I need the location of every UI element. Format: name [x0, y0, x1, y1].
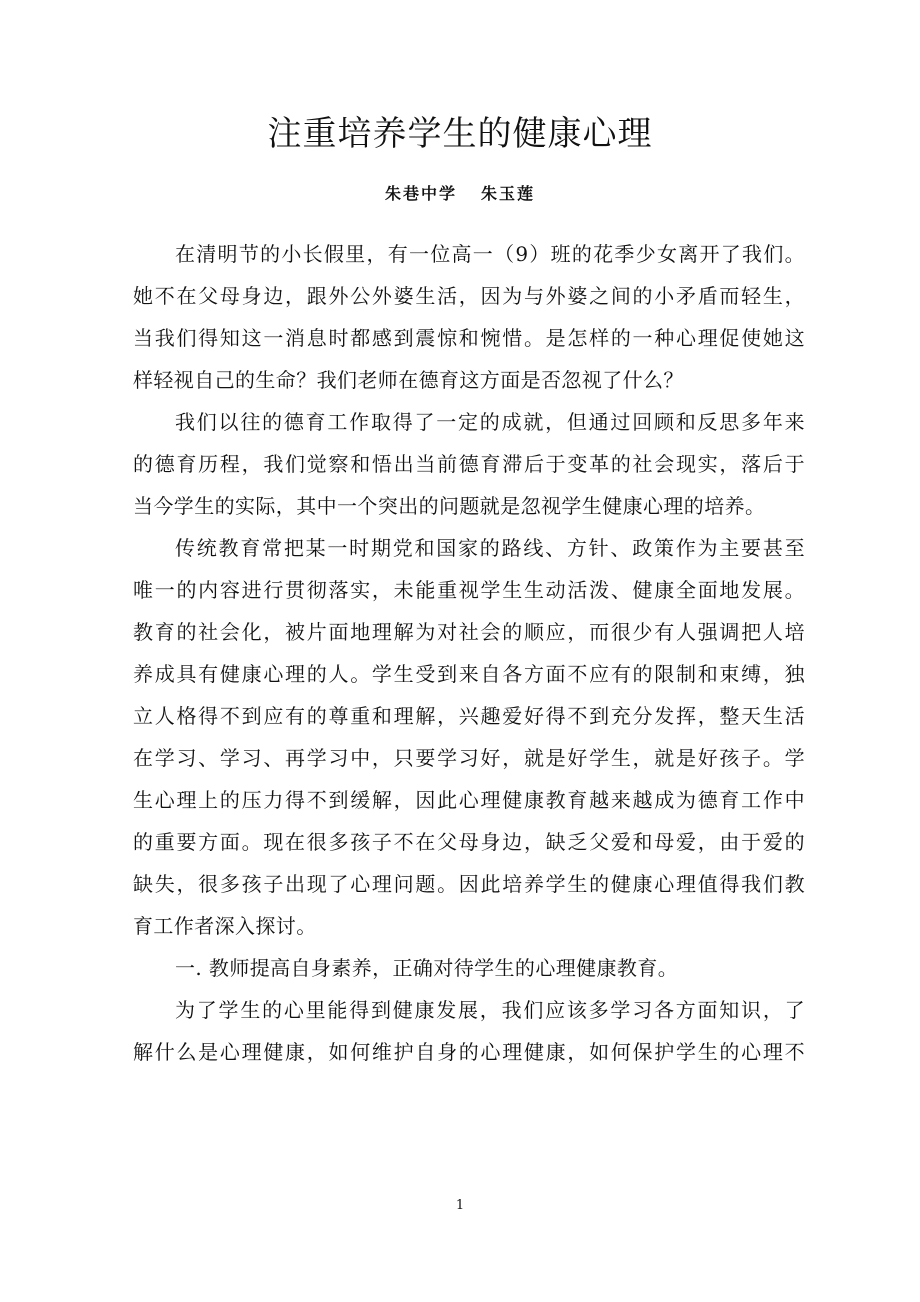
author-name: 朱玉莲	[481, 184, 536, 203]
author-school: 朱巷中学	[384, 184, 457, 203]
paragraph-3-line-8: 的重要方面。现在很多孩子不在父母身边，缺乏父爱和母爱，由于爱的	[133, 830, 805, 854]
page-number: 1	[455, 1198, 465, 1213]
document-title: 注重培养学生的健康心理	[267, 114, 653, 154]
section-heading-1: 一. 教师提高自身素养，正确对待学生的心理健康教育。	[175, 956, 679, 980]
paragraph-3-line-7: 生心理上的压力得不到缓解，因此心理健康教育越来越成为德育工作中	[133, 788, 805, 812]
paragraph-3-line-4: 养成具有健康心理的人。学生受到来自各方面不应有的限制和束缚，独	[133, 662, 805, 686]
paragraph-5-line-1: 为了学生的心里能得到健康发展，我们应该多学习各方面知识，了	[175, 998, 805, 1022]
document-body	[133, 233, 805, 1073]
paragraph-1-line-4: 样轻视自己的生命？我们老师在德育这方面是否忽视了什么？	[133, 368, 684, 392]
paragraph-3-line-1: 传统教育常把某一时期党和国家的路线、方针、政策作为主要甚至	[175, 536, 805, 560]
paragraph-1-line-2: 她不在父母身边，跟外公外婆生活，因为与外婆之间的小矛盾而轻生，	[133, 284, 805, 308]
author-line	[0, 180, 920, 208]
paragraph-2-line-1: 我们以往的德育工作取得了一定的成就，但通过回顾和反思多年来	[175, 410, 805, 434]
paragraph-3-line-9: 缺失，很多孩子出现了心理问题。因此培养学生的健康心理值得我们教	[133, 872, 805, 896]
paragraph-1-line-3: 当我们得知这一消息时都感到震惊和惋惜。是怎样的一种心理促使她这	[133, 326, 805, 350]
paragraph-5-line-2: 解什么是心理健康，如何维护自身的心理健康，如何保护学生的心理不	[133, 1040, 805, 1064]
paragraph-2-line-3: 当今学生的实际，其中一个突出的问题就是忽视学生健康心理的培养。	[133, 494, 766, 518]
paragraph-3-line-2: 唯一的内容进行贯彻落实，未能重视学生生动活泼、健康全面地发展。	[133, 578, 805, 602]
paragraph-2-line-2: 的德育历程，我们觉察和悟出当前德育滞后于变革的社会现实，落后于	[133, 452, 805, 476]
paragraph-1-line-1: 在清明节的小长假里，有一位高一（9）班的花季少女离开了我们。	[175, 242, 805, 266]
paragraph-3-line-6: 在学习、学习、再学习中，只要学习好，就是好学生，就是好孩子。学	[133, 746, 805, 770]
paragraph-3-line-10: 育工作者深入探讨。	[133, 914, 317, 938]
paragraph-3-line-3: 教育的社会化，被片面地理解为对社会的顺应，而很少有人强调把人培	[133, 620, 805, 644]
paragraph-3-line-5: 立人格得不到应有的尊重和理解，兴趣爱好得不到充分发挥，整天生活	[133, 704, 805, 728]
